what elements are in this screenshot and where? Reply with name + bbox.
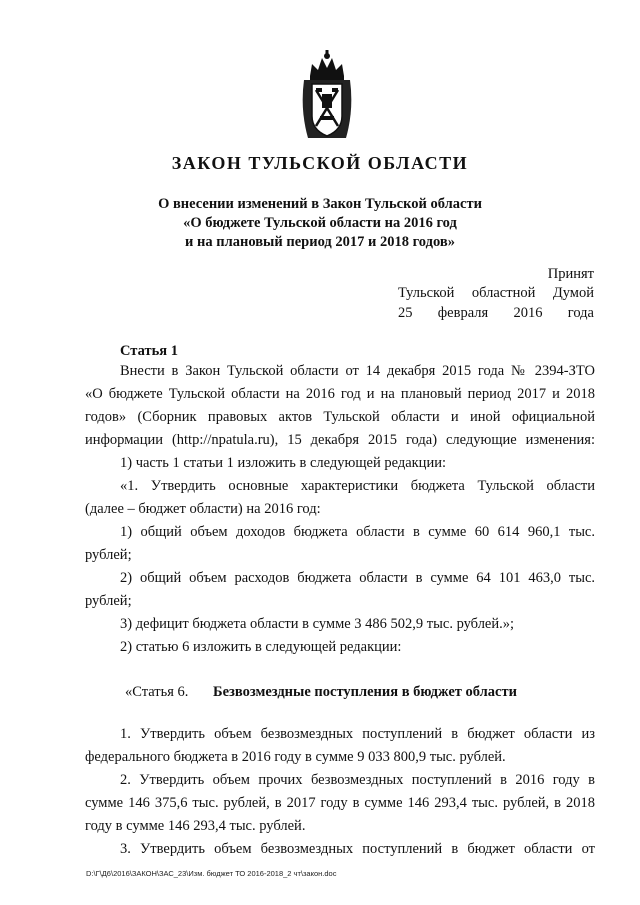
body-line: «О бюджете Тульской области на 2016 год и на плановый период 2017 и 2018 — [85, 386, 595, 402]
body-line: году в сумме 146 293,4 тыс. рублей. — [85, 818, 306, 834]
body-line: 2. Утвердить объем прочих безвозмездных поступлений в 2016 году в — [120, 772, 595, 788]
body-line: рублей; — [85, 547, 132, 563]
body-line: 2) статью 6 изложить в следующей редакции: — [120, 639, 402, 655]
body-line: 3) дефицит бюджета области в сумме 3 486 502,9 тыс. рублей.»; — [120, 616, 515, 632]
article-6-label: «Статья 6. — [125, 684, 189, 700]
body-line: годов» (Сборник правовых актов Тульской области и иной официальной — [85, 409, 595, 425]
article-1-heading: Статья 1 — [120, 343, 178, 359]
law-subtitle-line: «О бюджете Тульской области на 2016 год — [183, 215, 457, 231]
tula-coat-of-arms-icon — [296, 50, 358, 142]
body-line: Внести в Закон Тульской области от 14 декабря 2015 года № 2394-ЗТО — [120, 363, 595, 379]
body-line: федерального бюджета в 2016 году в сумме 9 033 800,9 тыс. рублей. — [85, 749, 506, 765]
body-line: рублей; — [85, 593, 132, 609]
adopted-date-line — [398, 303, 594, 323]
adopted-by-word: областной — [471, 285, 536, 301]
file-path-footer: D:\Г\Д6\2016\ЗАКОН\ЗАС_23\Изм. бюджет ТО 2016-2018_2 чт\закон.doc — [86, 869, 337, 878]
adopted-label: Принят — [547, 266, 594, 282]
adopted-date-word: года — [567, 305, 594, 321]
body-line: «1. Утвердить основные характеристики бюджета Тульской области — [120, 478, 595, 494]
adopted-date-word: февраля — [437, 305, 489, 321]
body-line: 2) общий объем расходов бюджета области в сумме 64 101 463,0 тыс. — [120, 570, 595, 586]
law-subtitle-line: и на плановый период 2017 и 2018 годов» — [185, 234, 455, 250]
adopted-by-word: Тульской — [398, 285, 455, 301]
body-line: сумме 146 375,6 тыс. рублей, в 2017 году в сумме 146 293,4 тыс. рублей, в 2018 — [85, 795, 595, 811]
body-line: информации (http://npatula.ru), 15 декабря 2015 года) следующие изменения: — [85, 432, 595, 448]
adopted-date-word: 2016 — [513, 305, 543, 321]
adopted-by-word: Думой — [552, 285, 594, 301]
body-line: 1. Утвердить объем безвозмездных поступлений в бюджет области из — [120, 726, 595, 742]
article-6-title: Безвозмездные поступления в бюджет области — [213, 684, 517, 700]
body-line: (далее – бюджет области) на 2016 год: — [85, 501, 321, 517]
law-title: ЗАКОН ТУЛЬСКОЙ ОБЛАСТИ — [171, 153, 469, 173]
adopted-date-word: 25 — [398, 305, 413, 321]
law-subtitle-line: О внесении изменений в Закон Тульской области — [158, 196, 482, 212]
body-line: 3. Утвердить объем безвозмездных поступлений в бюджет области от — [120, 841, 595, 857]
adopted-by-line — [398, 283, 594, 303]
body-line: 1) общий объем доходов бюджета области в сумме 60 614 960,1 тыс. — [120, 524, 595, 540]
body-line: 1) часть 1 статьи 1 изложить в следующей редакции: — [120, 455, 446, 471]
